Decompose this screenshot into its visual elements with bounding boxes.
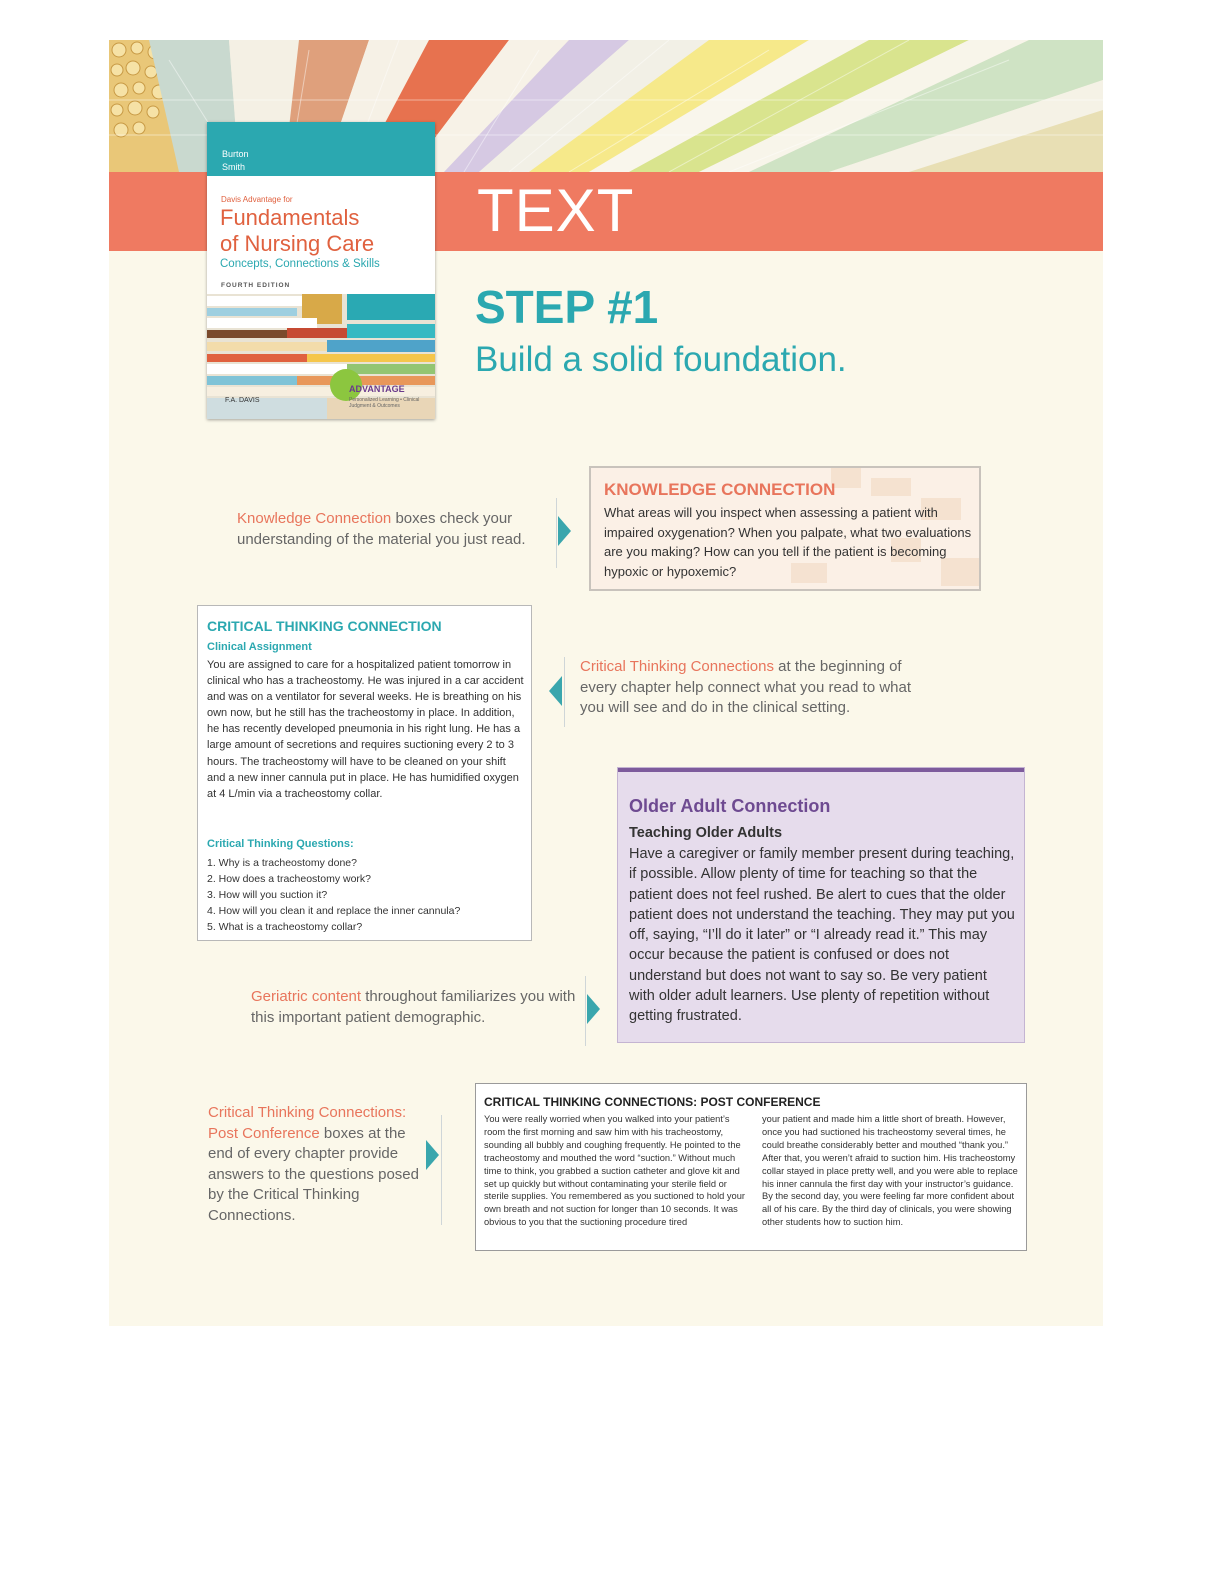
cover-authors xyxy=(222,148,249,174)
divider-line xyxy=(556,498,557,568)
critical-box-title: CRITICAL THINKING CONNECTION xyxy=(207,618,442,634)
post-box-column-1: You were really worried when you walked into your patient’s room the first morning and saw him with his tracheostomy, sounding all bubbly and coughing frequently. He pointed to the tracheostomy and mouthed the word “suction.” Without much time to think, you grabbed a suction catheter and glove kit and set up quickly but without contaminating your sterile field or sterile supplies. You remembered as you suctioned to hold your own breath and not suction for longer than 10 seconds. It was obvious to you that the suctioning procedure tired xyxy=(484,1114,745,1228)
arrow-left-icon xyxy=(549,676,562,706)
older-box-subtitle: Teaching Older Adults xyxy=(629,825,783,841)
cover-title-line: of Nursing Care xyxy=(220,231,375,256)
cover-badge-tagline: Personalized Learning • Clinical Judgment & Outcomes xyxy=(349,397,420,409)
callout-text: boxes at the end of every chapter provide answers to the questions posed by the Critical Thinking Connections. xyxy=(208,1124,419,1224)
post-box-title: CRITICAL THINKING CONNECTIONS: POST CONFERENCE xyxy=(484,1095,821,1109)
knowledge-box-title: KNOWLEDGE CONNECTION xyxy=(604,480,836,499)
arrow-right-icon xyxy=(558,516,571,546)
critical-box-body: You are assigned to care for a hospitalized patient tomorrow in clinical who has a tracheostomy. He was injured in a car accident and was on a ventilator for several weeks. He is breathing on his own now, but he still has the tracheostomy in place. In addition, he has recently developed pneumonia in his right lung. He has a large amount of secretions and requires suctioning every 2 to 3 hours. The tracheostomy will have to be cleaned on your shift and a new inner cannula put in place. He has humidified oxygen at 4 L/min via a tracheostomy collar. xyxy=(207,659,524,800)
older-box-title: Older Adult Connection xyxy=(629,796,831,816)
banner-title: TEXT xyxy=(477,177,635,244)
cover-title-line: Fundamentals xyxy=(220,205,360,230)
list-item: 2. How does a tracheostomy work? xyxy=(207,873,371,885)
knowledge-box-body: What areas will you inspect when assessing a patient with impaired oxygenation? When you palpate, what two evaluations are you making? How can you tell if the patient is becoming hypoxic or hypoxemic? xyxy=(604,505,972,579)
cover-edition: FOURTH EDITION xyxy=(221,282,291,289)
callout-highlight: Knowledge Connection xyxy=(237,510,392,527)
critical-questions-title: Critical Thinking Questions: xyxy=(207,838,354,850)
older-adult-connection-box xyxy=(618,768,1024,1042)
step-subtitle: Build a solid foundation. xyxy=(475,340,847,379)
cover-title xyxy=(220,205,374,257)
callout-highlight: Critical Thinking Connections xyxy=(580,658,774,675)
callout-highlight: Critical Thinking Connections: Post Conference xyxy=(208,1104,407,1142)
callout-text: throughout familiarizes you with this important patient demographic. xyxy=(251,988,576,1026)
geriatric-callout xyxy=(251,987,581,1028)
older-box-body: Have a caregiver or family member present during teaching, if possible. Allow plenty of time for teaching so that the patient does not feel rushed. Be alert to cues that the older patient does not understand the teaching. They may put you off, saying, “I’ll do it later” or “I already read it.” This may occur because the patient is confused or does not understand but does not want to say so. Be very patient with older adult learners. Use plenty of repetition without getting frustrated. xyxy=(629,846,1015,1025)
list-item: 1. Why is a tracheostomy done? xyxy=(207,857,357,869)
divider-line xyxy=(585,976,586,1046)
callout-text: at the beginning of every chapter help connect what you read to what you will see and do in the clinical setting. xyxy=(580,658,912,716)
list-item: 3. How will you suction it? xyxy=(207,889,328,901)
post-conference-box xyxy=(475,1083,1027,1251)
list-item: 5. What is a tracheostomy collar? xyxy=(207,921,363,933)
arrow-right-icon xyxy=(426,1140,439,1170)
critical-callout xyxy=(580,657,920,719)
post-box-column-2: your patient and made him a little short of breath. However, once you had suctioned his tracheostomy several times, he could breathe considerably better and mouthed “thank you.” After that, you weren’t afraid to suction him. His tracheostomy collar stayed in place pretty well, and you were able to replace his inner cannula the first day with your instructor’s guidance. By the second day, you were feeling far more confident about all of his care. By the third day of clinicals, you were showing other students how to suction him. xyxy=(762,1114,1018,1228)
critical-questions-list xyxy=(207,855,460,935)
cover-badge-text: ADVANTAGE xyxy=(349,384,405,394)
divider-line xyxy=(441,1115,442,1225)
callout-highlight: Geriatric content xyxy=(251,988,362,1005)
book-cover xyxy=(207,122,435,419)
divider-line xyxy=(564,657,565,727)
cover-publisher: F.A. DAVIS xyxy=(225,397,260,404)
critical-box-subtitle: Clinical Assignment xyxy=(207,641,312,653)
critical-thinking-box xyxy=(197,605,532,941)
page xyxy=(109,40,1103,1326)
step-title: STEP #1 xyxy=(475,281,659,333)
callout-text: boxes check your understanding of the material you just read. xyxy=(237,510,526,548)
list-item: 4. How will you clean it and replace the inner cannula? xyxy=(207,905,461,917)
knowledge-connection-box xyxy=(589,466,981,591)
knowledge-callout xyxy=(237,509,547,550)
cover-subtitle: Concepts, Connections & Skills xyxy=(220,258,380,270)
post-conference-callout xyxy=(208,1103,426,1226)
arrow-right-icon xyxy=(587,994,600,1024)
cover-series: Davis Advantage for xyxy=(221,195,293,204)
cover-author: Burton xyxy=(222,149,249,159)
cover-author: Smith xyxy=(222,162,246,172)
